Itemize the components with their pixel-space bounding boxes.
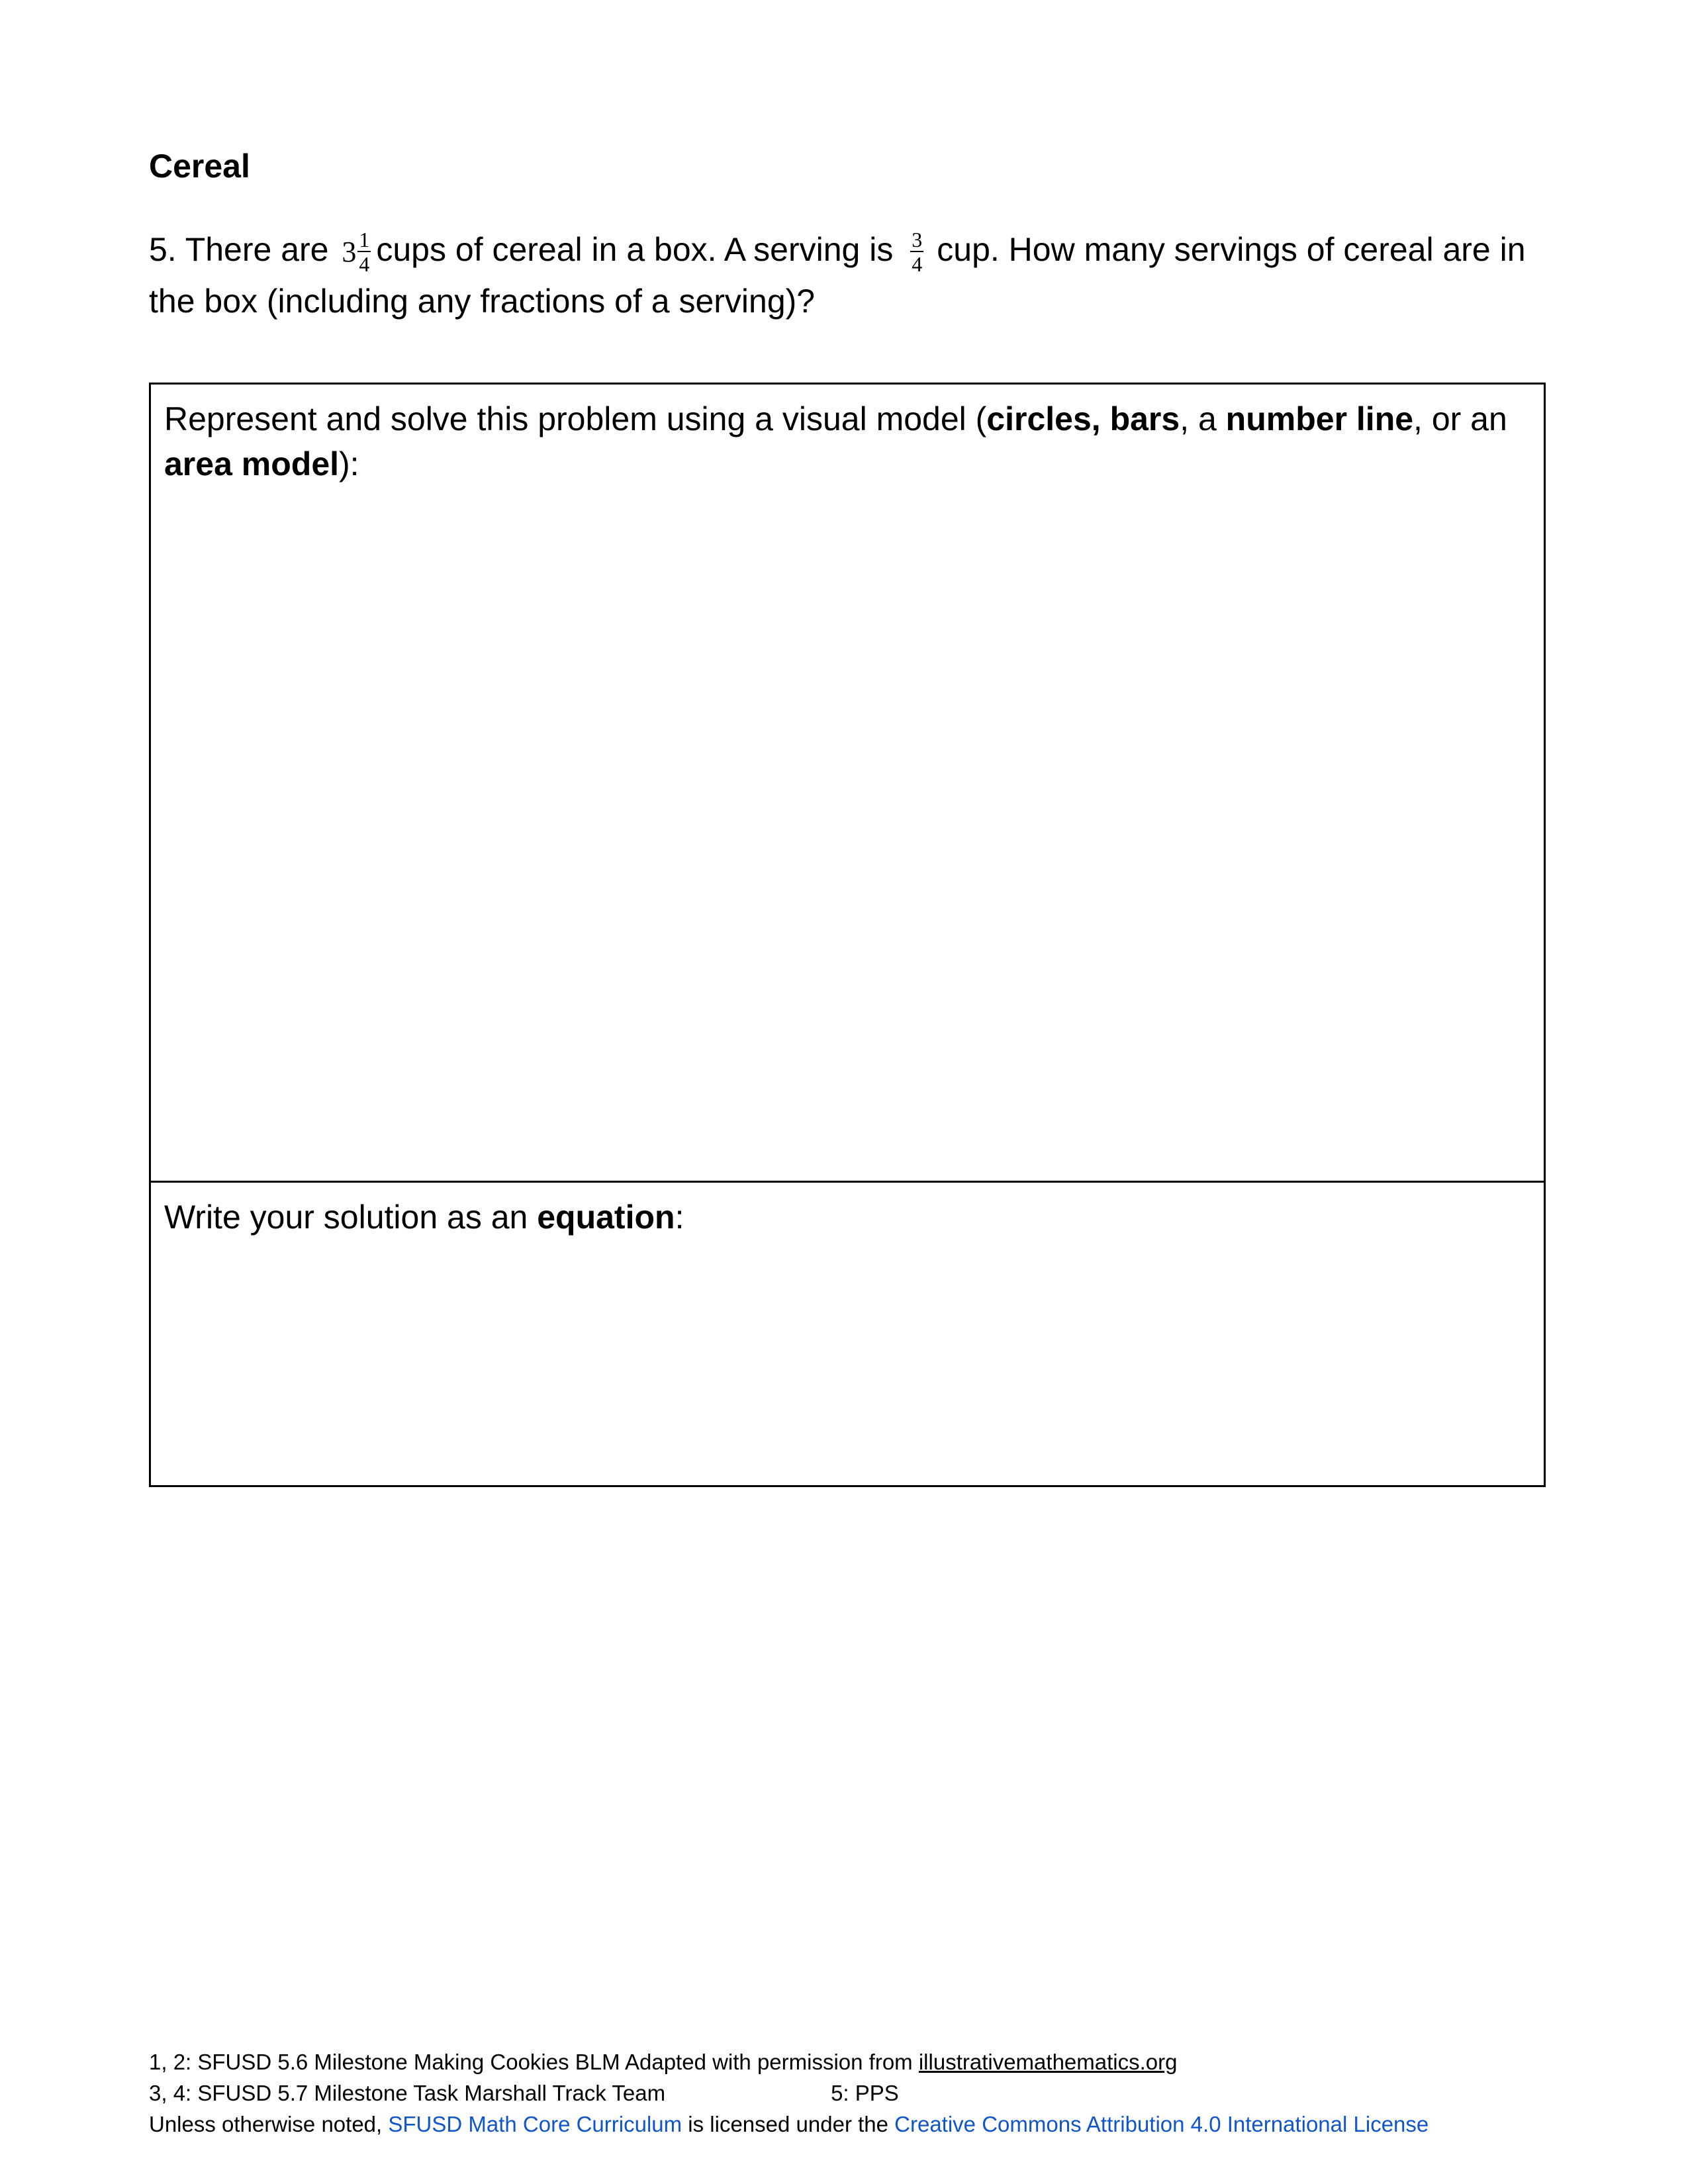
creative-commons-link[interactable]: Creative Commons Attribution 4.0 International License — [894, 2112, 1429, 2136]
prompt-text: Write your solution as an — [164, 1199, 538, 1236]
prompt-bold-equation: equation — [537, 1199, 675, 1236]
serving-numerator: 3 — [912, 228, 923, 252]
mixed-denominator: 4 — [359, 252, 370, 277]
mixed-number — [342, 228, 372, 277]
prompt-bold-number-line: number line — [1225, 400, 1414, 437]
question-prefix: 5. There are — [149, 231, 329, 268]
prompt-text: Represent and solve this problem using a visual model ( — [164, 400, 987, 437]
question-end: cup. How many servings of cereal are in the box (including any fractions of a serving)? — [149, 231, 1526, 320]
illustrative-math-link[interactable]: illustrativemathematics.org — [918, 2050, 1178, 2074]
footer-text: 3, 4: SFUSD 5.7 Milestone Task Marshall Track Team — [149, 2081, 666, 2105]
question-middle: cups of cereal in a box. A serving is — [376, 231, 894, 268]
footer-text: 1, 2: SFUSD 5.6 Milestone Making Cookies BLM Adapted with permission from — [149, 2050, 919, 2074]
footer-text: 5: PPS — [831, 2081, 899, 2105]
sfusd-curriculum-link[interactable]: SFUSD Math Core Curriculum — [388, 2112, 682, 2136]
equation-area[interactable] — [151, 1183, 1544, 1485]
serving-denominator: 4 — [912, 252, 923, 277]
footer-line-1 — [149, 2046, 1546, 2077]
prompt-text: : — [675, 1199, 684, 1236]
serving-fraction — [910, 229, 923, 275]
footer-text: Unless otherwise noted, — [149, 2112, 389, 2136]
section-title: Cereal — [149, 148, 250, 185]
mixed-numerator: 1 — [359, 228, 370, 252]
prompt-bold-area-model: area model — [164, 445, 340, 482]
question-text — [149, 225, 1546, 326]
prompt-text: , or an — [1413, 400, 1507, 437]
prompt-text: , a — [1180, 400, 1226, 437]
answer-table — [149, 383, 1546, 1487]
footer-line-2 — [149, 2077, 1546, 2109]
mixed-fraction — [357, 229, 371, 275]
footer-text: is licensed under the — [682, 2112, 895, 2136]
footer-line-3 — [149, 2109, 1546, 2140]
prompt-bold-circles-bars: circles, bars — [986, 400, 1180, 437]
mixed-whole: 3 — [342, 235, 357, 268]
prompt-text: ): — [339, 445, 359, 482]
visual-model-area[interactable] — [151, 385, 1544, 1183]
equation-prompt — [164, 1199, 684, 1236]
visual-model-prompt — [164, 400, 1507, 482]
footer — [149, 2046, 1546, 2140]
